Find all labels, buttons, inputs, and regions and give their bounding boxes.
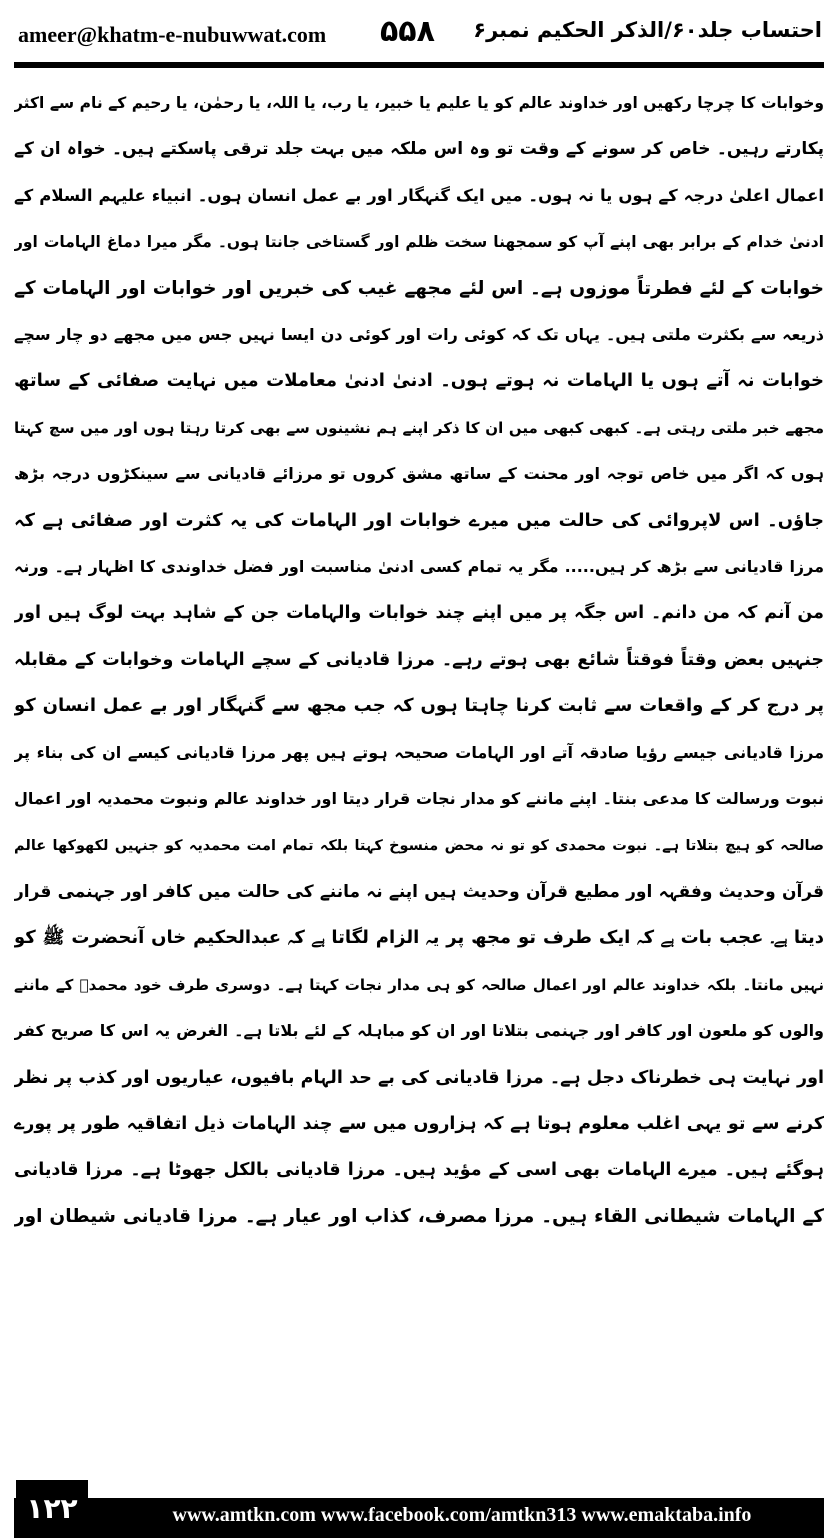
body-line: اور نہایت ہی خطرناک دجل ہے۔ مرزا قادیانی کی بے حد الہام بافیوں، عیاریوں اور کذب پر نظر bbox=[14, 1067, 824, 1088]
body-line: ذریعہ سے بکثرت ملتی ہیں۔ یہاں تک کہ کوئی رات اور کوئی دن ایسا نہیں جس میں مجھے دو چار سچے bbox=[14, 325, 824, 345]
body-text bbox=[14, 80, 824, 1472]
body-line: پکارتے رہیں۔ خاص کر سونے کے وقت تو وہ اس ملکہ میں بہت جلد ترقی پاسکتے ہیں۔ خواہ ان کے bbox=[14, 139, 824, 160]
body-line: نہیں مانتا۔ بلکہ خداوند عالم اور اعمال صالحہ کو ہی مدار نجات کہتا ہے۔ دوسری طرف خود محمدؐ کے ماننے bbox=[14, 975, 824, 994]
page-header bbox=[0, 0, 840, 62]
body-line: صالحہ کو ہیچ بتلاتا ہے۔ نبوت محمدی کو تو نہ محض منسوخ کہتا بلکہ تمام امت محمدیہ کو جنہیں لکھوکھا عالم bbox=[14, 837, 824, 854]
body-line: نبوت ورسالت کا مدعی بنتا۔ اپنے ماننے کو مدار نجات قرار دیتا اور خداوند عالم ونبوت محمدیہ اور اعمال bbox=[14, 789, 824, 809]
body-line: وخوابات کا چرچا رکھیں اور خداوند عالم کو یا علیم یا خبیر، یا رب، یا اللہ، یا رحمٰن، یا رحیم کے نام سے اکثر bbox=[14, 94, 824, 112]
body-line: جاؤں۔ اس لاپروائی کی حالت میں میرے خوابات اور الہامات کی یہ کثرت اور صفائی ہے کہ bbox=[14, 509, 824, 531]
body-line: مرزا قادیانی جیسے رؤیا صادقہ آتے اور الہامات صحیحہ ہوتے ہیں پھر مرزا قادیانی کیسے ان کی بناء پر bbox=[14, 742, 824, 762]
body-line: جنہیں بعض وقتاً فوقتاً شائع بھی ہوتے رہے۔ مرزا قادیانی کے سچے الہامات وخوابات کے مقابلہ bbox=[14, 649, 824, 670]
page-footer bbox=[0, 1480, 840, 1540]
body-line: خوابات نہ آتے ہوں یا الہامات نہ ہوتے ہوں۔ ادنیٰ ادنیٰ معاملات میں نہایت صفائی کے ساتھ bbox=[14, 370, 824, 392]
footer-links: www.amtkn.com www.facebook.com/amtkn313 www.emaktaba.info bbox=[172, 1504, 752, 1526]
body-line: ہوں کہ اگر میں خاص توجہ اور محنت کے ساتھ مشق کروں تو مرزائے قادیانی سے سینکڑوں درجہ بڑھ bbox=[14, 464, 824, 484]
body-line: دیتا ہے۔ عجب بات ہے کہ ایک طرف تو مجھ پر یہ الزام لگاتا ہے کہ عبدالحکیم خاں آنحضرت ﷺ کو bbox=[14, 927, 824, 949]
header-email: ameer@khatm-e-nubuwwat.com bbox=[18, 22, 327, 47]
header-rule bbox=[14, 62, 824, 68]
body-line: کے الہامات شیطانی القاء ہیں۔ مرزا مصرف، کذاب اور عیار ہے۔ مرزا قادیانی شیطان اور bbox=[14, 1205, 824, 1227]
body-line: خوابات کے لئے فطرتاً موزوں ہے۔ اس لئے مجھے غیب کی خبریں اور خوابات اور الہامات کے bbox=[14, 277, 824, 299]
header-running-title: احتساب جلد۶۰/الذکر الحکیم نمبر۶ bbox=[473, 18, 822, 42]
body-line: ہوگئے ہیں۔ میرے الہامات بھی اسی کے مؤید ہیں۔ مرزا قادیانی بالکل جھوٹا ہے۔ مرزا قادیانی bbox=[14, 1160, 824, 1181]
body-line: پر درج کر کے واقعات سے ثابت کرنا چاہتا ہوں کہ جب مجھ سے گنہگار اور بے عمل انسان کو bbox=[14, 695, 824, 717]
footer-page-number: ۱۲۲ bbox=[16, 1480, 88, 1538]
body-line: والوں کو ملعون اور کافر اور جہنمی بتلاتا اور ان کو مباہلہ کے لئے بلاتا ہے۔ الغرض یہ اس کا صریح کفر bbox=[14, 1021, 824, 1041]
body-line: من آنم کہ من دانم۔ اس جگہ پر میں اپنے چند خوابات والہامات جن کے شاہد بہت لوگ ہیں اور bbox=[14, 603, 824, 624]
body-line: اعمال اعلیٰ درجہ کے ہوں یا نہ ہوں۔ میں ایک گنہگار اور بے عمل انسان ہوں۔ انبیاء علیہم السلام کے bbox=[14, 185, 824, 205]
body-line: مجھے خبر ملتی رہتی ہے۔ کبھی کبھی میں ان کا ذکر اپنے ہم نشینوں سے بھی کرتا رہتا ہوں اور میں سچ کہتا bbox=[14, 418, 824, 437]
body-line: مرزا قادیانی سے بڑھ کر ہیں..... مگر یہ تمام کسی ادنیٰ مناسبت اور فضل خداوندی کا اظہار ہے۔ ورنہ bbox=[14, 557, 824, 577]
body-line: ادنیٰ خدام کے برابر بھی اپنے آپ کو سمجھنا سخت ظلم اور گستاخی جانتا ہوں۔ مگر میرا دماغ الہامات اور bbox=[14, 233, 824, 252]
body-line: کرنے سے تو یہی اغلب معلوم ہوتا ہے کہ ہزاروں میں سے چند الہامات ذیل اتفاقیہ طور پر پورے bbox=[14, 1113, 824, 1134]
body-line: قرآن وحدیث وفقہہ اور مطیع قرآن وحدیث ہیں اپنے نہ ماننے کی حالت میں کافر اور جہنمی قرار bbox=[14, 881, 824, 902]
header-page-number: ۵۵۸ bbox=[380, 14, 435, 49]
